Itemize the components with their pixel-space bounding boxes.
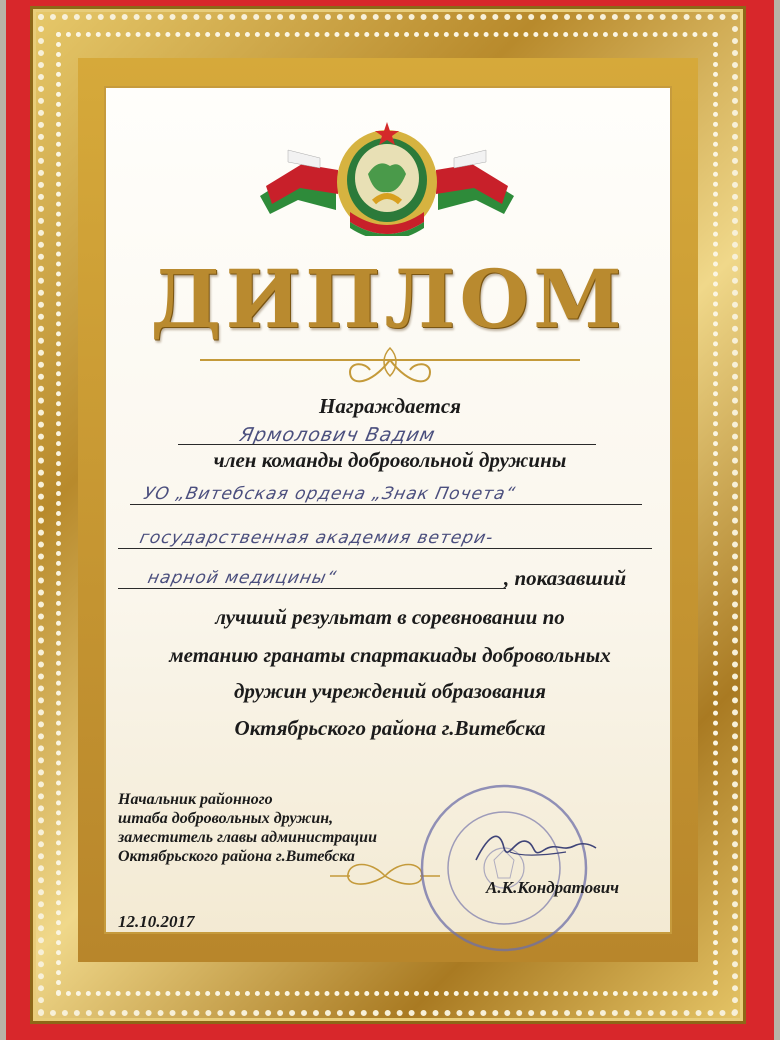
team-handwritten-3: нарной медицины“ [145, 568, 339, 588]
signer-name: А.К.Кондратович [486, 878, 620, 897]
showed-label: , показавший [504, 566, 627, 590]
position-line: Начальник районного [118, 791, 273, 808]
team-underline-2 [118, 548, 652, 549]
handwritten-signature [470, 822, 600, 872]
signatory-position [118, 790, 377, 866]
diploma-title: ДИПЛОМ [150, 252, 626, 346]
body-line-2: метанию гранаты спартакиады добровольных [169, 643, 611, 667]
body-line-4: Октябрьского района г.Витебска [234, 716, 546, 740]
state-emblem-icon [258, 118, 516, 236]
team-underline-3 [118, 588, 506, 589]
divider-ornament-icon [200, 346, 580, 390]
team-underline-1 [130, 504, 642, 505]
name-underline [178, 444, 596, 445]
team-handwritten-2: государственная академия ветери- [137, 528, 496, 548]
issue-date: 12.10.2017 [118, 912, 195, 931]
body-line-1: лучший результат в соревновании по [215, 605, 565, 629]
awarded-label: Награждается [318, 394, 462, 418]
recipient-name: Ярмолович Вадим [237, 424, 438, 446]
member-line: член команды добровольной дружины [213, 448, 567, 472]
position-line: заместитель главы администрации [118, 829, 377, 846]
position-line: Октябрьского района г.Витебска [118, 848, 355, 865]
team-handwritten-1: УО „Витебская ордена „Знак Почета“ [141, 484, 518, 504]
position-line: штаба добровольных дружин, [118, 810, 334, 827]
body-line-3: дружин учреждений образования [234, 679, 546, 703]
